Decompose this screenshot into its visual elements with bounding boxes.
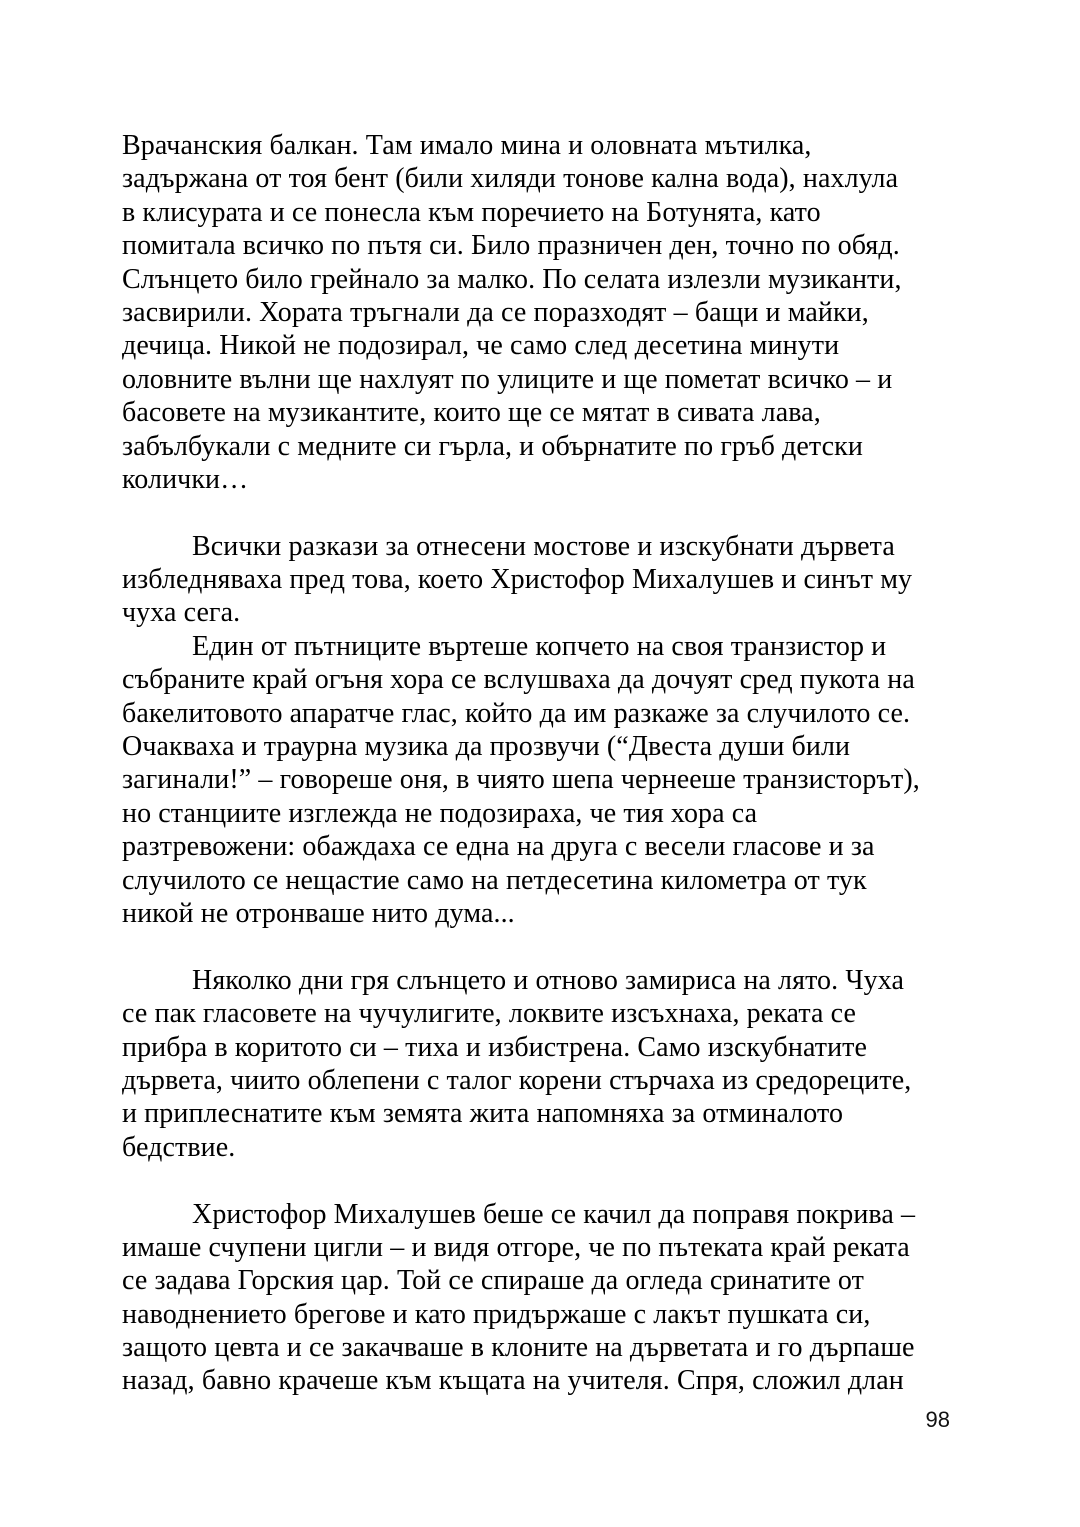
text-line: никой не отронваше нито дума... [122, 897, 515, 929]
text-line: басовете на музикантите, които ще се мятат в сивата лава, [122, 397, 821, 429]
paragraph [122, 530, 962, 630]
text-line: се задава Горския цар. Той се спираше да огледа сринатите от [122, 1265, 864, 1297]
text-line: събраните край огъня хора се вслушваха да дочуят сред пукота на [122, 664, 915, 696]
text-line: задържана от тоя бент (били хиляди тонове кална вода), нахлула [122, 163, 899, 195]
text-line: имаше счупени цигли – и видя отгоре, че по пътеката край реката [122, 1231, 910, 1263]
text-line: Слънцето било грейнало за малко. По селата излезли музиканти, [122, 263, 902, 295]
text-line: Врачанския балкан. Там имало мина и оловната мътилка, [122, 130, 812, 161]
text-line: Очакваха и траурна музика да прозвучи (“Двеста души били [122, 731, 851, 763]
text-line: колички… [122, 463, 249, 495]
text-line: чуха сега. [122, 597, 241, 629]
text-line: бедствие. [122, 1131, 236, 1163]
text-line: засвирили. Хората тръгнали да се поразходят – бащи и майки, [122, 296, 869, 328]
text-line: бакелитовото апаратче глас, който да им разкаже за случилото се. [122, 697, 911, 729]
text-line: назад, бавно крачеше към къщата на учителя. Спря, сложил длан [122, 1365, 904, 1397]
text-block [122, 129, 962, 1398]
paragraph [122, 129, 962, 496]
text-line: загинали!” – говореше оня, в чиято шепа чернееше транзисторът), [122, 764, 920, 796]
page-number: 98 [925, 1407, 950, 1432]
text-line: разтревожени: обаждаха се една на друга с весели гласове и за [122, 831, 875, 863]
paragraph [122, 964, 962, 1164]
text-line: прибра в коритото си – тиха и избистрена. Само изскубнатите [122, 1031, 868, 1063]
text-line: наводнението брегове и като придържаше с лакът пушката си, [122, 1298, 871, 1330]
text-line: оловните вълни ще нахлуят по улиците и ще пометат всичко – и [122, 363, 893, 395]
paragraph [122, 630, 962, 931]
text-line: дървета, чиито облепени с талог корени стърчаха из средореците, [122, 1064, 912, 1096]
paragraph [122, 1198, 962, 1398]
text-line: но станциите изглежда не подозираха, че тия хора са [122, 797, 758, 829]
text-line: случилото се нещастие само на петдесетина километра от тук [122, 864, 867, 896]
text-line: защото цевта и се закачваше в клоните на дърветата и го дърпаше [122, 1332, 915, 1364]
text-line: Всички разкази за отнесени мостове и изскубнати дървета [192, 530, 895, 562]
text-line: избледняваха пред това, което Христофор Михалушев и синът му [122, 564, 913, 596]
text-line: Един от пътниците въртеше копчето на своя транзистор и [192, 630, 887, 662]
text-line: и приплеснатите към земята жита напомняха за отминалото [122, 1098, 844, 1130]
text-line: Няколко дни гря слънцето и отново замириса на лято. Чуха [192, 964, 905, 996]
text-line: помитала всичко по пътя си. Било празничен ден, точно по обяд. [122, 230, 900, 262]
text-line: Христофор Михалушев беше се качил да поправя покрива – [192, 1198, 916, 1230]
text-line: дечица. Никой не подозирал, че само след десетина минути [122, 330, 840, 362]
text-line: забълбукали с медните си гърла, и обърнатите по гръб детски [122, 430, 863, 462]
text-line: в клисурата и се понесла към поречието на Ботунята, като [122, 196, 821, 228]
text-line: се пак гласовете на чучулигите, локвите изсъхнаха, реката се [122, 998, 857, 1030]
